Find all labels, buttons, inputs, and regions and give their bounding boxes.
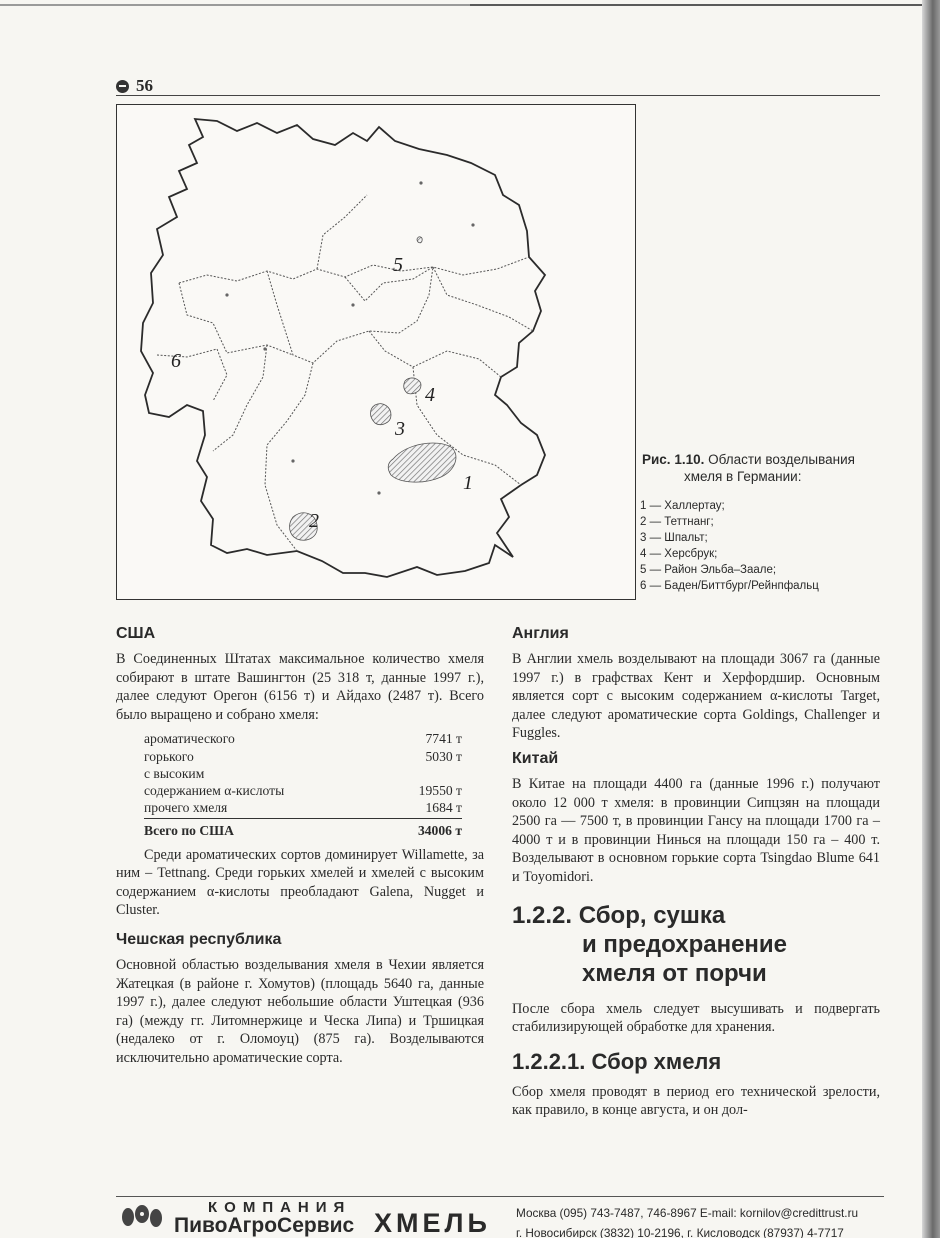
china-paragraph: В Китае на площади 4400 га (данные 1996 г.) получают около 12 000 т хмеля: в провинции Сипцзян на площади 2500 га — 7500 т, в провинции Гансу на площади 1700 га – 4000 т и в провинции Нинься на площади 150 га – 400 т. Возделывают в основном горькие сорта Tsingdao Blume 641 и Toyomidori. bbox=[512, 775, 880, 885]
map-label-4: 4 bbox=[425, 384, 435, 406]
table-cell-value: 19550 т bbox=[418, 782, 462, 798]
section-heading-line-2: и предохранение bbox=[582, 930, 788, 958]
table-cell-value: 1684 т bbox=[425, 800, 462, 816]
section-heading-1-2-2 bbox=[512, 901, 880, 988]
left-column bbox=[116, 624, 484, 1068]
caption-text: Области возделывания bbox=[704, 452, 855, 467]
company-name: ПивоАгроСервис bbox=[174, 1214, 355, 1237]
map-label-1: 1 bbox=[463, 472, 473, 494]
map-label-3: 3 bbox=[395, 418, 405, 440]
product-name: ХМЕЛЬ bbox=[374, 1208, 491, 1238]
figure-caption bbox=[642, 451, 892, 485]
hop-cone-logo-icon bbox=[118, 1204, 166, 1230]
map-label-5: 5 bbox=[393, 254, 403, 276]
header-rule bbox=[116, 95, 880, 96]
subsection-heading-1-2-2-1: 1.2.2.1. Сбор хмеля bbox=[512, 1048, 722, 1074]
section-intro-paragraph: После сбора хмель следует высушивать и подвергать стабилизирующей обработке для хранения. bbox=[512, 1000, 880, 1036]
page-bullet-icon bbox=[116, 80, 129, 93]
usa-varieties-paragraph: Среди ароматических сортов доминирует Willamette, за ним – Tettnang. Среди горьких хмелей и хмелей с высоким содержанием α-кислоты преобладают Galena, Nugget и Cluster. bbox=[116, 846, 484, 919]
hersbruck-region bbox=[404, 378, 421, 394]
table-cell-value: 7741 т bbox=[425, 731, 462, 747]
page-edge-shadow bbox=[922, 0, 940, 1238]
legend-item: 2 — Теттнанг; bbox=[640, 516, 714, 528]
map-label-2: 2 bbox=[309, 510, 319, 532]
footer-contact bbox=[516, 1203, 886, 1238]
table-cell-label: прочего хмеля bbox=[144, 800, 228, 816]
table-row bbox=[144, 730, 462, 747]
harvest-paragraph: Сбор хмеля проводят в период его технической зрелости, как правило, в конце августа, и он дол- bbox=[512, 1083, 880, 1119]
company-label: КОМПАНИЯ bbox=[208, 1199, 352, 1216]
footer-rule bbox=[116, 1196, 884, 1197]
table-cell-label: содержанием α-кислоты bbox=[144, 782, 285, 798]
caption-line-2: хмеля в Германии: bbox=[684, 469, 802, 484]
czech-paragraph: Основной областью возделывания хмеля в Чехии является Жатецкая (в районе г. Хомутов) (площадь 5640 га, данные 1997 г.), далее следуют небольшие области Уштецкая (936 га) (между гг. Литомнержице и Ческа Липа) и Тршицкая (недалеко от г. Оломоуц) (875 га). Возделываются исключительно ароматические сорта. bbox=[116, 956, 484, 1066]
figure-legend bbox=[640, 498, 900, 594]
table-total-value: 34006 т bbox=[417, 823, 462, 839]
table-cell-label: с высоким bbox=[144, 765, 205, 781]
table-row bbox=[144, 799, 462, 816]
england-paragraph: В Англии хмель возделывают на площади 3067 га (данные 1997 г.) в графствах Кент и Херфордшир. Основным является сорт с высоким содержанием α-кислоты Target, далее следуют ароматические сорта Goldings, Challenger и Fuggles. bbox=[512, 651, 880, 742]
caption-label: Рис. 1.10. bbox=[642, 452, 705, 467]
england-heading: Англия bbox=[512, 625, 569, 642]
elbe-saale-region bbox=[417, 237, 422, 243]
map-number-labels bbox=[171, 254, 473, 532]
table-row bbox=[144, 748, 462, 765]
usa-paragraph: В Соединенных Штатах максимальное количество хмеля собирают в штате Вашингтон (25 318 т, данные 1997 г.), далее следуют Орегон (6156 т) и Айдахо (2487 т). Всего было выращено и собрано хмеля: bbox=[116, 651, 484, 723]
section-heading-line-3: хмеля от порчи bbox=[582, 959, 767, 987]
map-label-6: 6 bbox=[171, 350, 181, 372]
germany-outline bbox=[141, 119, 545, 577]
page-header bbox=[116, 76, 880, 98]
page-number: 56 bbox=[136, 76, 153, 95]
hallertau-region bbox=[388, 443, 456, 482]
state-borders bbox=[157, 195, 533, 551]
table-total-label: Всего по США bbox=[144, 823, 234, 839]
contact-line-1: Москва (095) 743-7487, 746-8967 E-mail: kornilov@credittrust.ru bbox=[516, 1206, 859, 1220]
table-cell-label: ароматического bbox=[144, 731, 235, 747]
usa-hop-table bbox=[144, 730, 462, 839]
legend-item: 3 — Шпальт; bbox=[640, 532, 708, 544]
table-row bbox=[144, 782, 462, 799]
table-cell-label: горького bbox=[144, 748, 194, 764]
table-cell-value: 5030 т bbox=[425, 748, 462, 764]
czech-heading: Чешская республика bbox=[116, 930, 282, 948]
china-heading: Китай bbox=[512, 749, 559, 767]
top-scan-rule-dark bbox=[470, 4, 925, 6]
contact-line-2: г. Новосибирск (3832) 10-2196, г. Кисловодск (87937) 4-7717 bbox=[516, 1226, 844, 1238]
spalt-region bbox=[371, 404, 392, 425]
footer-advert bbox=[116, 1198, 506, 1238]
legend-item: 1 — Халлертау; bbox=[640, 500, 725, 512]
legend-item: 5 — Район Эльба–Заале; bbox=[640, 564, 777, 576]
usa-heading: США bbox=[116, 625, 156, 642]
table-row bbox=[144, 765, 462, 782]
section-heading-line-1: 1.2.2. Сбор, сушка bbox=[512, 901, 726, 929]
legend-item: 4 — Херсбрук; bbox=[640, 548, 718, 560]
right-column bbox=[512, 624, 880, 1120]
legend-item: 6 — Баден/Биттбург/Рейнпфальц bbox=[640, 580, 819, 592]
table-total-row bbox=[144, 818, 462, 839]
germany-map-figure bbox=[116, 104, 636, 600]
germany-map-svg bbox=[117, 105, 635, 599]
